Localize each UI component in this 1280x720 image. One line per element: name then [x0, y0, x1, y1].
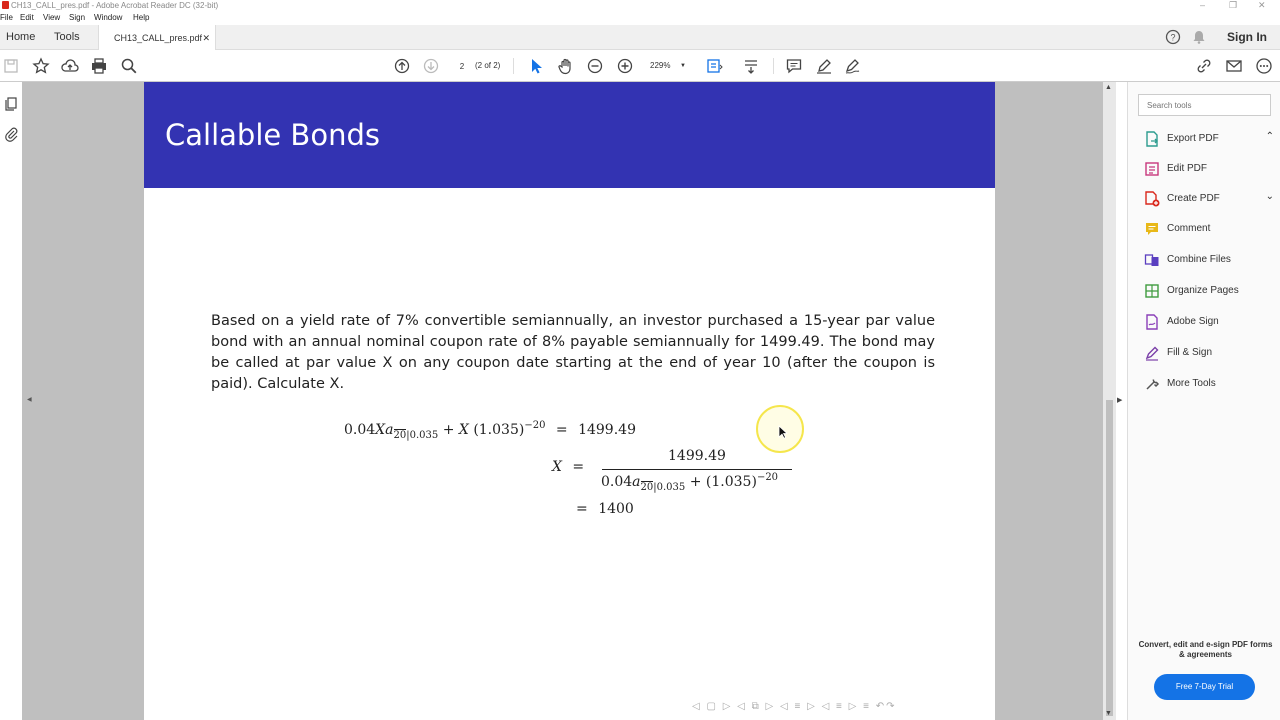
sign-pen-icon[interactable]: [843, 56, 863, 76]
select-cursor-icon[interactable]: [526, 56, 546, 76]
tools-pane: [1127, 82, 1280, 720]
tool-label: Organize Pages: [1167, 285, 1239, 296]
export-pdf-icon: [1144, 131, 1160, 147]
tab-home[interactable]: Home: [6, 31, 36, 43]
equation-line-3: [576, 501, 634, 517]
equation-line-1: $0.04Xa_{20|0.035} + X$ $(1.035)^{-20} = 1499.49$: [344, 420, 636, 441]
tool-label: Adobe Sign: [1167, 316, 1219, 327]
fit-page-icon[interactable]: [704, 56, 724, 76]
collapse-left-panel-icon[interactable]: ◀: [27, 397, 32, 403]
toolbar: [0, 50, 1280, 82]
eq1-variable-x2: X: [458, 422, 469, 438]
edit-pdf-icon: [1144, 161, 1160, 177]
highlight-pen-icon[interactable]: [814, 56, 834, 76]
svg-text:?: ?: [1170, 32, 1176, 43]
tool-more-tools[interactable]: [1144, 374, 1274, 394]
upload-cloud-icon[interactable]: [60, 56, 80, 76]
page-thumbnails-icon[interactable]: [3, 96, 19, 112]
pdf-page: [144, 82, 995, 720]
chevron-down-icon[interactable]: ⌄: [1265, 191, 1274, 202]
eq3-result: 1400: [598, 501, 634, 517]
document-tab-label: CH13_CALL_pres.pdf: [114, 33, 203, 43]
hand-tool-icon[interactable]: [556, 56, 576, 76]
scroll-down-icon[interactable]: ▼: [1105, 710, 1112, 717]
menu-file[interactable]: File: [0, 13, 13, 22]
tool-comment[interactable]: [1144, 219, 1274, 239]
tab-tools[interactable]: Tools: [54, 31, 80, 43]
tool-label: Combine Files: [1167, 254, 1231, 265]
tool-create-pdf[interactable]: [1144, 189, 1274, 209]
tool-label: Edit PDF: [1167, 163, 1208, 174]
fill-sign-icon: [1144, 345, 1160, 361]
eq2-den-discount-base: (1.035): [705, 474, 757, 490]
page-count-label: (2 of 2): [475, 61, 501, 70]
close-window-icon[interactable]: ✕: [1258, 0, 1266, 10]
eq2-den-coefficient: 0.04: [601, 474, 633, 490]
tool-combine-files[interactable]: [1144, 250, 1274, 270]
zoom-level[interactable]: 229%: [650, 61, 671, 70]
previous-page-icon[interactable]: [392, 56, 412, 76]
search-tools-input[interactable]: [1138, 94, 1271, 116]
comment-icon[interactable]: [784, 56, 804, 76]
eq2-den-term-n: 20: [640, 482, 654, 493]
eq2-den-plus: +: [689, 474, 702, 490]
free-trial-button[interactable]: Free 7-Day Trial: [1154, 674, 1255, 700]
save-icon[interactable]: [1, 56, 21, 76]
tool-label: Comment: [1167, 223, 1211, 234]
mouse-pointer-icon: [778, 425, 788, 439]
notifications-bell-icon[interactable]: [1191, 29, 1207, 50]
eq2-numerator: 1499.49: [668, 448, 726, 464]
eq1-variable-x: X: [375, 422, 386, 438]
find-magnifier-icon[interactable]: [119, 56, 139, 76]
tool-label: Export PDF: [1167, 133, 1219, 144]
zoom-dropdown-icon[interactable]: ▼: [680, 63, 686, 69]
slide-title: Callable Bonds: [165, 118, 380, 152]
scroll-mode-icon[interactable]: [741, 56, 761, 76]
eq1-equals: =: [555, 422, 568, 438]
menu-window[interactable]: Window: [94, 13, 123, 22]
eq2-equals: =: [572, 459, 585, 475]
eq2-den-rate-i: 0.035: [656, 482, 686, 493]
promo-text: Convert, edit and e-sign PDF forms & agreements: [1138, 640, 1273, 659]
help-icon[interactable]: [1165, 29, 1181, 50]
tool-adobe-sign[interactable]: [1144, 312, 1274, 332]
title-bar: [0, 0, 1280, 11]
sign-in-button[interactable]: Sign In: [1227, 30, 1267, 44]
eq1-exponent: −20: [524, 420, 546, 431]
comment-icon: [1144, 221, 1160, 237]
window-title: CH13_CALL_pres.pdf - Adobe Acrobat Reader DC (32-bit): [11, 1, 219, 10]
eq3-equals: =: [576, 501, 588, 517]
create-pdf-icon: [1144, 191, 1160, 207]
toolbar-divider: [513, 58, 514, 74]
eq1-plus: +: [442, 422, 455, 438]
eq2-variable-x: X: [552, 459, 562, 475]
next-page-icon[interactable]: [421, 56, 441, 76]
fraction-bar: [602, 469, 792, 470]
eq2-denominator: $0.04a_{20|0.035} + (1.035)^{-20}$: [601, 472, 779, 493]
close-tab-icon[interactable]: ✕: [202, 33, 210, 43]
tool-organize-pages[interactable]: [1144, 281, 1274, 301]
tool-export-pdf[interactable]: [1144, 129, 1274, 149]
eq1-result: 1499.49: [578, 422, 636, 438]
eq1-discount-base: (1.035): [473, 422, 525, 438]
equation-line-2-lhs: [552, 459, 584, 475]
eq1-term-n: 20: [393, 430, 407, 441]
left-navigation-rail: [0, 82, 22, 720]
restore-icon[interactable]: ❐: [1229, 0, 1238, 10]
problem-text: Based on a yield rate of 7% convertible semiannually, an investor purchased a 15-year par value bond with an annual nominal coupon rate of 8% payable semiannually for 1499.49. The bond may be called at par value X on any coupon date starting at the end of year 10 (after the coupon is paid). Calculate X.: [211, 313, 935, 392]
eq1-coefficient: 0.04: [344, 422, 376, 438]
more-tools-icon: [1144, 376, 1160, 392]
acrobat-logo-icon: [2, 1, 9, 9]
collapse-right-pane-icon[interactable]: ▶: [1117, 397, 1123, 404]
eq1-annuity-symbol: a: [385, 422, 394, 438]
tool-label: Fill & Sign: [1167, 347, 1213, 358]
tool-edit-pdf[interactable]: [1144, 159, 1274, 179]
organize-pages-icon: [1144, 283, 1160, 299]
share-link-icon[interactable]: [1194, 56, 1214, 76]
minimize-icon[interactable]: –: [1200, 0, 1206, 10]
menu-sign[interactable]: Sign: [69, 13, 86, 22]
menu-edit[interactable]: Edit: [20, 13, 34, 22]
page-number-input[interactable]: [452, 58, 472, 74]
chevron-up-icon[interactable]: ⌃: [1265, 131, 1274, 142]
tab-document[interactable]: [98, 25, 216, 51]
combine-files-icon: [1144, 252, 1160, 268]
email-envelope-icon[interactable]: [1224, 56, 1244, 76]
eq2-den-annuity-symbol: a: [632, 474, 641, 490]
bookmark-star-icon[interactable]: [31, 56, 51, 76]
menu-view[interactable]: View: [43, 13, 61, 22]
menu-bar: [0, 11, 1280, 25]
zoom-in-icon[interactable]: [615, 56, 635, 76]
scroll-up-icon[interactable]: ▲: [1105, 84, 1112, 91]
more-options-icon[interactable]: [1254, 56, 1274, 76]
scrollbar-thumb[interactable]: [1106, 400, 1113, 716]
beamer-navigation-symbols[interactable]: ◁ ▢ ▷ ◁ ⧉ ▷ ◁ ≡ ▷ ◁ ≡ ▷ ≡ ↶↷: [692, 701, 897, 712]
tool-label: More Tools: [1167, 378, 1216, 389]
menu-help[interactable]: Help: [133, 13, 150, 22]
zoom-out-icon[interactable]: [585, 56, 605, 76]
toolbar-divider: [773, 58, 774, 74]
tool-fill-sign[interactable]: [1144, 343, 1274, 363]
tool-label: Create PDF: [1167, 193, 1220, 204]
eq1-rate-i: 0.035: [409, 430, 439, 441]
print-icon[interactable]: [89, 56, 109, 76]
eq2-den-exponent: −20: [756, 472, 779, 483]
slide-header-band: [144, 82, 995, 188]
tab-bar: [0, 25, 1280, 50]
adobe-sign-icon: [1144, 314, 1160, 330]
attachments-paperclip-icon[interactable]: [3, 126, 19, 142]
vertical-scrollbar[interactable]: [1103, 82, 1116, 720]
